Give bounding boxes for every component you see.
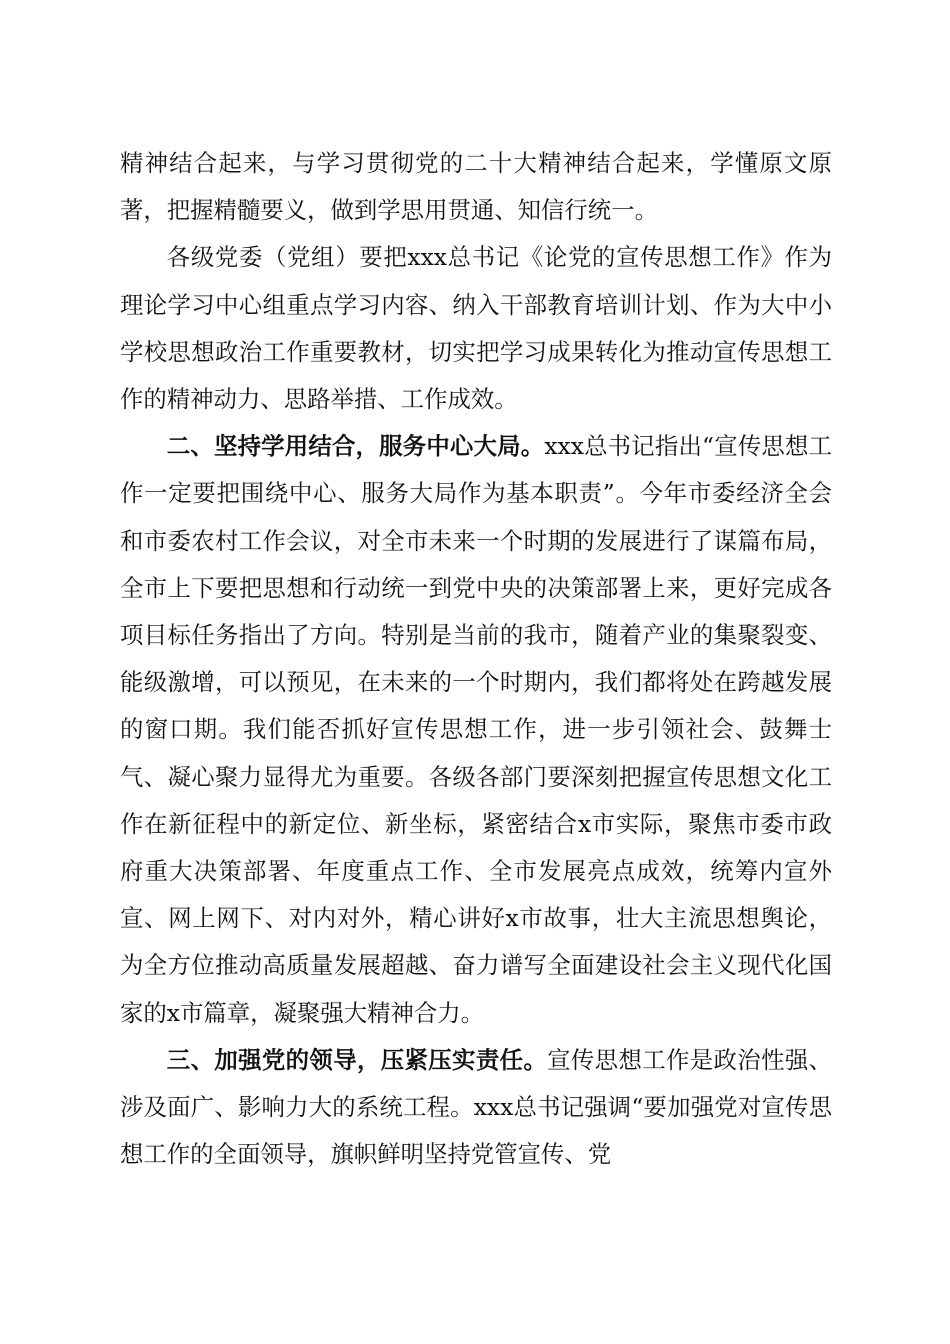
paragraph-study-plan (120, 234, 832, 423)
paragraph-text: xxx总书记指出“宣传思想工作一定要把围绕中心、服务大局作为基本职责”。今年市委经济全会和市委农村工作会议，对全市未来一个时期的发展进行了谋篇布局，全市上下要把思想和行动统一到党中央的决策部署上来，更好完成各项目标任务指出了方向。特别是当前的我市，随着产业的集聚裂变、能级激增，可以预见，在未来的一个时期内，我们都将处在跨越发展的窗口期。我们能否抓好宣传思想工作，进一步引领社会、鼓舞士气、凝心聚力显得尤为重要。各级各部门要深刻把握宣传思想文化工作在新征程中的新定位、新坐标，紧密结合x市实际，聚焦市委市政府重大决策部署、年度重点工作、全市发展亮点成效，统筹内宣外宣、网上网下、对内对外，精心讲好x市故事，壮大主流思想舆论，为全方位推动高质量发展超越、奋力谱写全面建设社会主义现代化国家的x市篇章，凝聚强大精神合力。 (120, 432, 832, 1027)
paragraph-section-three (120, 1037, 832, 1179)
paragraph-text: 各级党委（党组）要把xxx总书记《论党的宣传思想工作》作为理论学习中心组重点学习内容、纳入干部教育培训计划、作为大中小学校思想政治工作重要教材，切实把学习成果转化为推动宣传思想工作的精神动力、思路举措、工作成效。 (120, 243, 832, 414)
paragraph-text: 宣传思想工作是政治性强、涉及面广、影响力大的系统工程。xxx总书记强调“要加强党对宣传思想工作的全面领导，旗帜鲜明坚持党管宣传、党 (120, 1045, 833, 1169)
section-heading: 二、坚持学用结合，服务中心大局。 (166, 432, 545, 461)
section-heading: 三、加强党的领导，压紧压实责任。 (166, 1045, 548, 1074)
paragraph-continuation (120, 140, 832, 234)
paragraph-section-two (120, 423, 832, 1037)
paragraph-text: 精神结合起来，与学习贯彻党的二十大精神结合起来，学懂原文原著，把握精髓要义，做到学思用贯通、知信行统一。 (120, 149, 832, 225)
document-body (120, 140, 832, 1178)
